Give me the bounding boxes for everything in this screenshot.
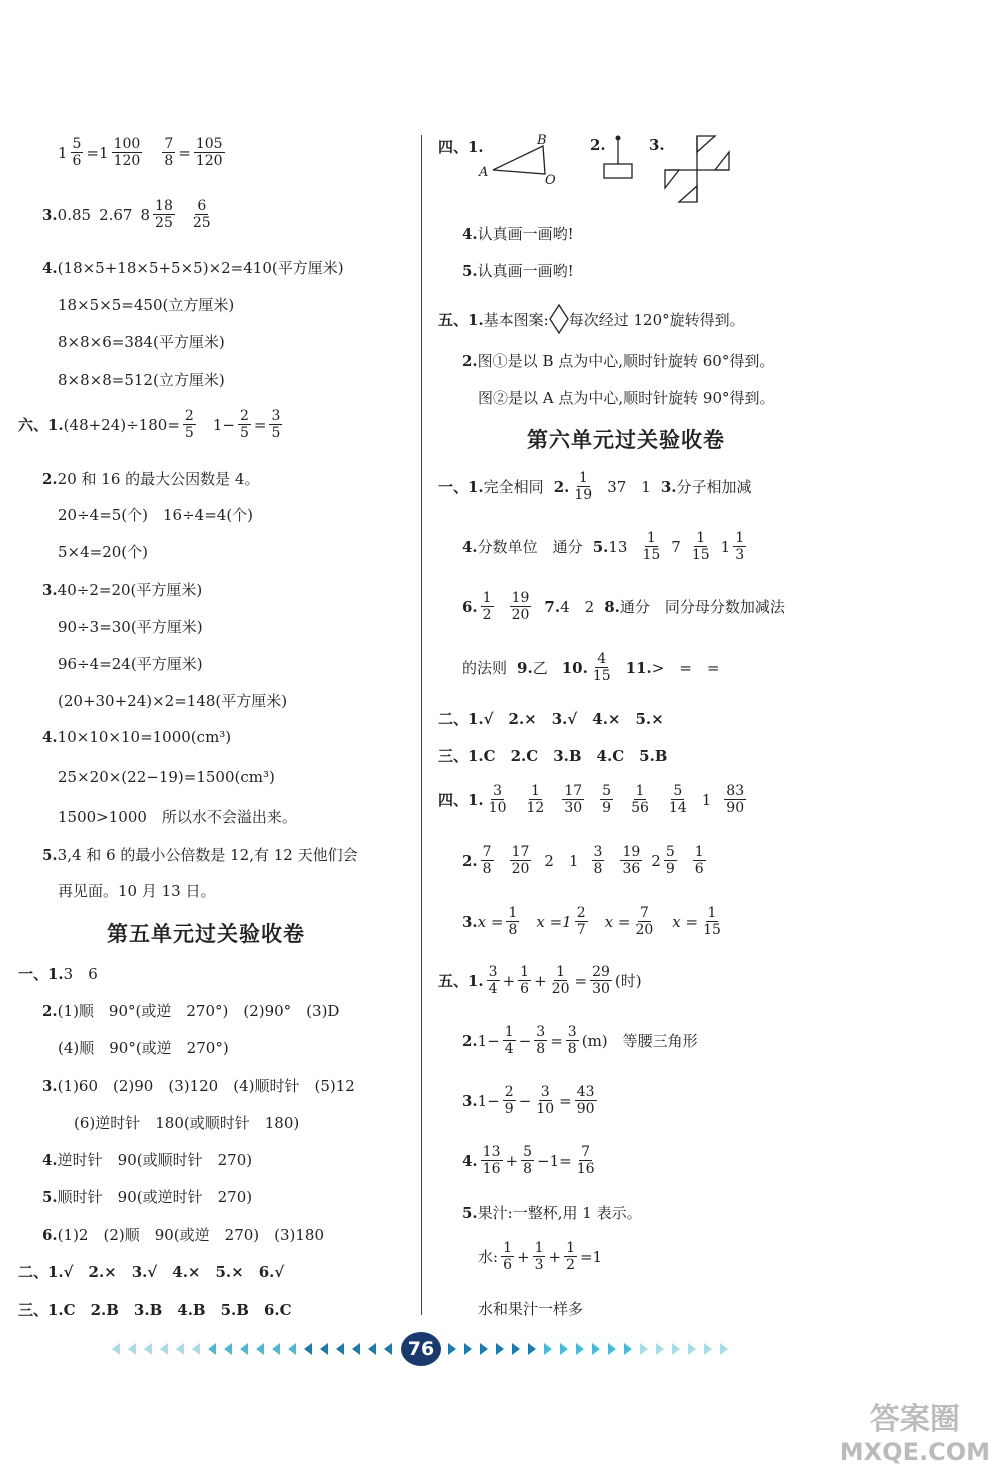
text: (m) 等腰三角形 [581, 1032, 698, 1050]
chevron-right-icon [464, 1343, 472, 1355]
text: x = [672, 912, 699, 931]
fraction: $\frac{2}{9}$ [504, 1084, 514, 1117]
text: 完全相同 [483, 478, 544, 496]
chevron-right-icon [640, 1343, 648, 1355]
text: + [548, 1247, 562, 1266]
fraction: $\frac{3}{5}$ [271, 408, 281, 441]
answer-line [438, 304, 745, 334]
question-number: 4. [42, 1150, 58, 1169]
rhombus-icon [549, 304, 569, 334]
chevron-left-icon [224, 1343, 232, 1355]
left-arrows [112, 1343, 392, 1355]
answer-line: (20+30+24)×2=148(平方厘米) [58, 692, 288, 710]
base-rect [604, 164, 632, 178]
answer-line [462, 1084, 600, 1117]
answer-line [438, 783, 749, 816]
text: (18×5+18×5+5×5)×2=410(平方厘米) [57, 259, 344, 277]
text: =1 [86, 143, 109, 162]
text: 1 [701, 790, 712, 809]
answer-line: 5×4=20(个) [58, 543, 149, 561]
fraction: $\frac{1}{2}$ [566, 1240, 575, 1273]
answer-line: 90÷3=30(平方厘米) [58, 618, 203, 636]
question-number: 2. [553, 477, 570, 496]
triangle-shape [697, 136, 715, 152]
answer-line [462, 1024, 698, 1057]
fraction: $\frac{7}{20}$ [635, 905, 654, 938]
chevron-right-icon [528, 1343, 536, 1355]
chevron-right-icon [672, 1343, 680, 1355]
answer-line: 8×8×6=384(平方厘米) [58, 333, 225, 351]
fraction: $\frac{17}{20}$ [511, 844, 530, 877]
triangle-shape [679, 186, 697, 202]
question-number: 五、1. [438, 972, 484, 990]
chevron-left-icon [336, 1343, 344, 1355]
answer-line [462, 223, 574, 244]
text: + [502, 971, 516, 990]
answer-line [42, 1186, 252, 1207]
question-number: 六、1. [18, 416, 64, 434]
answer-line [42, 1075, 355, 1096]
flag-figure [600, 132, 640, 182]
text: 认真画一画哟! [477, 225, 574, 243]
chevron-right-icon [512, 1343, 520, 1355]
question-number: 4. [462, 224, 478, 243]
answer-line [58, 136, 228, 169]
text: 的法则 [462, 659, 508, 677]
question-number: 8. [604, 597, 620, 616]
fraction: $\frac{29}{30}$ [592, 964, 610, 997]
text: 1− [477, 1091, 500, 1110]
fraction: $\frac{5}{14}$ [668, 783, 687, 816]
question-number: 11. [625, 658, 652, 677]
fraction: $\frac{1}{15}$ [703, 905, 721, 938]
answer-line [438, 470, 752, 503]
question-number: 5. [42, 845, 58, 864]
question-number: 9. [517, 658, 533, 677]
fraction: $\frac{3}{8}$ [593, 844, 603, 877]
chevron-right-icon [480, 1343, 488, 1355]
question-number: 10. [561, 658, 588, 677]
answer-line [42, 468, 259, 489]
fraction: $\frac{1}{15}$ [691, 530, 710, 563]
chevron-left-icon [352, 1343, 360, 1355]
text: −1= [537, 1151, 572, 1170]
fraction: $\frac{1}{2}$ [482, 590, 492, 623]
text: 分子相加减 [676, 478, 752, 496]
chevron-left-icon [272, 1343, 280, 1355]
triangle-shape [715, 152, 729, 170]
text: 1 [58, 143, 68, 162]
page-number: 76 [401, 1332, 441, 1366]
question-number: 2. [42, 1001, 58, 1020]
watermark-url: MXQE.COM [839, 1438, 990, 1466]
fraction: $\frac{1}{4}$ [504, 1024, 514, 1057]
chevron-left-icon [192, 1343, 200, 1355]
fraction: $\frac{1}{20}$ [551, 964, 570, 997]
text: + [534, 971, 547, 990]
answer-line [462, 905, 726, 938]
right-arrows [448, 1343, 728, 1355]
question-number: 5. [592, 537, 609, 556]
answer-line: 水和果汁一样多 [478, 1300, 584, 1318]
chevron-left-icon [320, 1343, 328, 1355]
fraction: $\frac{1}{12}$ [526, 783, 545, 816]
answer-line [462, 590, 785, 623]
question-number: 四、1. [438, 791, 484, 809]
chevron-left-icon [240, 1343, 248, 1355]
fraction: $\frac{4}{15}$ [592, 651, 611, 684]
triangle-shape [493, 146, 545, 174]
text: = [550, 1031, 563, 1050]
answer-line [42, 579, 202, 600]
fraction: $\frac{3}{8}$ [567, 1024, 577, 1057]
text: 10×10×10=1000(cm³) [57, 728, 232, 746]
text: 2.67 [99, 205, 133, 224]
answer-line [462, 651, 719, 684]
text: 7 [671, 537, 681, 556]
answer-line: 三、1.C 2.C 3.B 4.C 5.B [438, 747, 668, 765]
fraction: $\frac{2}{5}$ [239, 408, 249, 441]
section-heading: 第六单元过关验收卷 [527, 428, 725, 452]
answer-line [42, 728, 231, 746]
question-number: 五、1. [438, 310, 484, 329]
fraction: $\frac{1}{56}$ [631, 783, 649, 816]
chevron-left-icon [288, 1343, 296, 1355]
chevron-left-icon [160, 1343, 168, 1355]
question-number: 5. [42, 1187, 58, 1206]
question-number: 4. [42, 728, 58, 746]
fraction: $\frac{83}{90}$ [726, 783, 745, 816]
fraction: $\frac{3}{10}$ [536, 1084, 555, 1117]
answer-line [462, 1202, 642, 1223]
fraction: $\frac{1}{15}$ [642, 530, 661, 563]
text: − [518, 1031, 532, 1050]
question-number: 2. [42, 469, 58, 488]
text: 逆时针 90(或顺时针 270) [57, 1151, 253, 1169]
text: 基本图案: [483, 310, 549, 329]
fraction: $\frac{3}{8}$ [536, 1024, 546, 1057]
question-number: 2. [462, 1031, 478, 1050]
text: 2 [651, 851, 661, 870]
question-number: 2. [462, 351, 478, 370]
text: (1)60 (2)90 (3)120 (4)顺时针 (5)12 [57, 1077, 355, 1095]
answer-line [42, 257, 344, 278]
fraction: $\frac{1}{19}$ [574, 470, 593, 503]
triangle-figure [473, 132, 563, 184]
answer-line [462, 350, 774, 371]
text: − [518, 1091, 532, 1110]
answer-line: 20÷4=5(个) 16÷4=4(个) [58, 506, 254, 524]
chevron-left-icon [368, 1343, 376, 1355]
text: 3 6 [63, 965, 98, 983]
text: 40÷2=20(平方厘米) [57, 581, 203, 599]
text: 通分 同分母分数加减法 [619, 598, 785, 616]
question-number: 3. [462, 912, 478, 931]
answer-line [42, 1224, 324, 1245]
fraction: $\frac{19}{36}$ [622, 844, 641, 877]
answer-line [438, 964, 642, 997]
answer-line [42, 844, 358, 865]
text: = [178, 143, 191, 162]
text: x =1 [536, 912, 572, 931]
question-number: 一、1. [438, 478, 484, 496]
question-number: 5. [462, 1203, 478, 1222]
fraction: $\frac{7}{8}$ [482, 844, 492, 877]
chevron-left-icon [144, 1343, 152, 1355]
text: > = = [651, 659, 720, 677]
text: 每次经过 120°旋转得到。 [568, 310, 745, 329]
fraction: $\frac{5}{9}$ [665, 844, 675, 877]
text: 0.85 [57, 205, 92, 224]
answer-line [462, 1144, 600, 1177]
chevron-right-icon [496, 1343, 504, 1355]
chevron-left-icon [112, 1343, 120, 1355]
fraction: $\frac{1}{8}$ [508, 905, 518, 938]
chevron-right-icon [544, 1343, 552, 1355]
chevron-left-icon [176, 1343, 184, 1355]
answer-line: 二、1.√ 2.× 3.√ 4.× 5.× [438, 710, 664, 728]
label-a: A [479, 165, 489, 180]
text: 1 [720, 537, 731, 556]
text: 13 [608, 537, 628, 556]
question-number: 6. [42, 1225, 58, 1244]
fraction: $\frac{13}{16}$ [482, 1144, 501, 1177]
answer-line: (4)顺 90°(或逆 270°) [58, 1039, 229, 1057]
answer-line: 再见面。10 月 13 日。 [58, 882, 216, 900]
question-number: 3. [462, 1091, 478, 1110]
column-divider [421, 135, 422, 1315]
text: = [253, 415, 267, 434]
text: 4 2 [560, 598, 595, 616]
text: (1)2 (2)顺 90(或逆 270) (3)180 [57, 1226, 325, 1244]
text: =1 [579, 1247, 603, 1266]
chevron-right-icon [448, 1343, 456, 1355]
text: 认真画一画哟! [477, 262, 574, 280]
text: 1− [212, 415, 235, 434]
watermark [840, 1404, 990, 1468]
question-number: 四、1. [438, 138, 484, 156]
question-number: 3. [42, 580, 58, 599]
text: 3,4 和 6 的最小公倍数是 12,有 12 天他们会 [57, 846, 358, 864]
chevron-left-icon [256, 1343, 264, 1355]
fraction: $\frac{3}{4}$ [488, 964, 498, 997]
label-o: O [545, 173, 556, 184]
text: 顺时针 90(或逆时针 270) [57, 1188, 253, 1206]
answer-line: 图②是以 A 点为中心,顺时针旋转 90°得到。 [478, 389, 775, 407]
chevron-right-icon [624, 1343, 632, 1355]
question-number: 4. [42, 258, 58, 277]
label-b: B [537, 133, 547, 148]
answer-line: 8×8×8=512(立方厘米) [58, 371, 225, 389]
answer-line [42, 1149, 252, 1170]
text: + [516, 1247, 530, 1266]
chevron-right-icon [592, 1343, 600, 1355]
text: = [559, 1091, 572, 1110]
text: 8 [140, 205, 151, 224]
text: 水: [478, 1248, 499, 1266]
text: (1)顺 90°(或逆 270°) (2)90° (3)D [57, 1002, 340, 1020]
chevron-right-icon [560, 1343, 568, 1355]
question-number: 4. [462, 1151, 478, 1170]
fraction: $\frac{18}{25}$ [155, 198, 173, 231]
answer-line [42, 1000, 339, 1021]
text: 果汁:一整杯,用 1 表示。 [477, 1204, 642, 1222]
fraction: $\frac{105}{120}$ [195, 136, 223, 169]
chevron-right-icon [720, 1343, 728, 1355]
fraction: $\frac{19}{20}$ [511, 590, 530, 623]
watermark-logo: 答案圈 [869, 1402, 960, 1437]
question-number: 3. [649, 136, 665, 154]
text: 图①是以 B 点为中心,顺时针旋转 60°得到。 [477, 352, 775, 370]
chevron-left-icon [208, 1343, 216, 1355]
answer-line [462, 530, 749, 563]
fraction: $\frac{6}{25}$ [192, 198, 211, 231]
fraction: $\frac{43}{90}$ [576, 1084, 595, 1117]
text: 1− [477, 1031, 500, 1050]
text: 37 1 [607, 478, 651, 496]
question-number: 3. [42, 1076, 58, 1095]
chevron-right-icon [656, 1343, 664, 1355]
question-number: 5. [462, 261, 478, 280]
answer-line [462, 260, 574, 281]
answer-line [462, 844, 709, 877]
answer-line [42, 198, 216, 231]
fraction: $\frac{3}{10}$ [488, 783, 507, 816]
answer-line [478, 1240, 602, 1273]
text: (48+24)÷180= [63, 415, 180, 434]
answer-line: 96÷4=24(平方厘米) [58, 655, 203, 673]
answer-line: 18×5×5=450(立方厘米) [58, 296, 235, 314]
chevron-right-icon [576, 1343, 584, 1355]
chevron-right-icon [608, 1343, 616, 1355]
fraction: $\frac{1}{6}$ [694, 844, 704, 877]
text: x = [477, 912, 504, 931]
question-number: 6. [462, 597, 478, 616]
rotation-figure [657, 132, 737, 204]
fraction: $\frac{7}{8}$ [164, 136, 174, 169]
chevron-left-icon [304, 1343, 312, 1355]
answer-line: 二、1.√ 2.× 3.√ 4.× 5.× 6.√ [18, 1263, 285, 1281]
question-number: 2. [590, 136, 606, 154]
chevron-left-icon [384, 1343, 392, 1355]
answer-line: 1500>1000 所以水不会溢出来。 [58, 808, 297, 826]
fraction: $\frac{5}{8}$ [523, 1144, 532, 1177]
answer-line [18, 963, 98, 984]
question-number: 7. [544, 597, 561, 616]
fraction: $\frac{5}{6}$ [72, 136, 82, 169]
fraction: $\frac{17}{30}$ [564, 783, 583, 816]
answer-line: (6)逆时针 180(或顺时针 180) [74, 1114, 300, 1132]
fraction: $\frac{1}{6}$ [503, 1240, 512, 1273]
text: 2 1 [544, 852, 579, 870]
text: = [574, 971, 588, 990]
text: 乙 [532, 659, 548, 677]
fraction: $\frac{1}{3}$ [735, 530, 745, 563]
fraction: $\frac{5}{9}$ [602, 783, 612, 816]
fraction: $\frac{1}{6}$ [520, 964, 530, 997]
question-number: 3. [42, 205, 58, 224]
fraction: $\frac{2}{5}$ [184, 408, 194, 441]
fraction: $\frac{2}{7}$ [576, 905, 586, 938]
fraction: $\frac{1}{3}$ [534, 1240, 544, 1273]
question-number: 2. [462, 851, 478, 870]
fraction: $\frac{7}{16}$ [576, 1144, 595, 1177]
answer-line: 25×20×(22−19)=1500(cm³) [58, 768, 275, 786]
chevron-right-icon [688, 1343, 696, 1355]
question-number: 4. [462, 537, 478, 556]
section-heading: 第五单元过关验收卷 [107, 922, 305, 946]
text: 分数单位 通分 [477, 538, 583, 556]
answer-line [18, 408, 285, 441]
question-number: 3. [660, 477, 677, 496]
text: x = [604, 912, 631, 931]
answer-line: 三、1.C 2.B 3.B 4.B 5.B 6.C [18, 1301, 292, 1319]
text: + [505, 1151, 519, 1170]
text: (时) [614, 972, 642, 990]
fraction: $\frac{100}{120}$ [113, 136, 141, 169]
chevron-left-icon [128, 1343, 136, 1355]
text: 20 和 16 的最大公因数是 4。 [57, 470, 260, 488]
chevron-right-icon [704, 1343, 712, 1355]
triangle-shape [665, 170, 679, 188]
question-number: 一、1. [18, 965, 64, 983]
